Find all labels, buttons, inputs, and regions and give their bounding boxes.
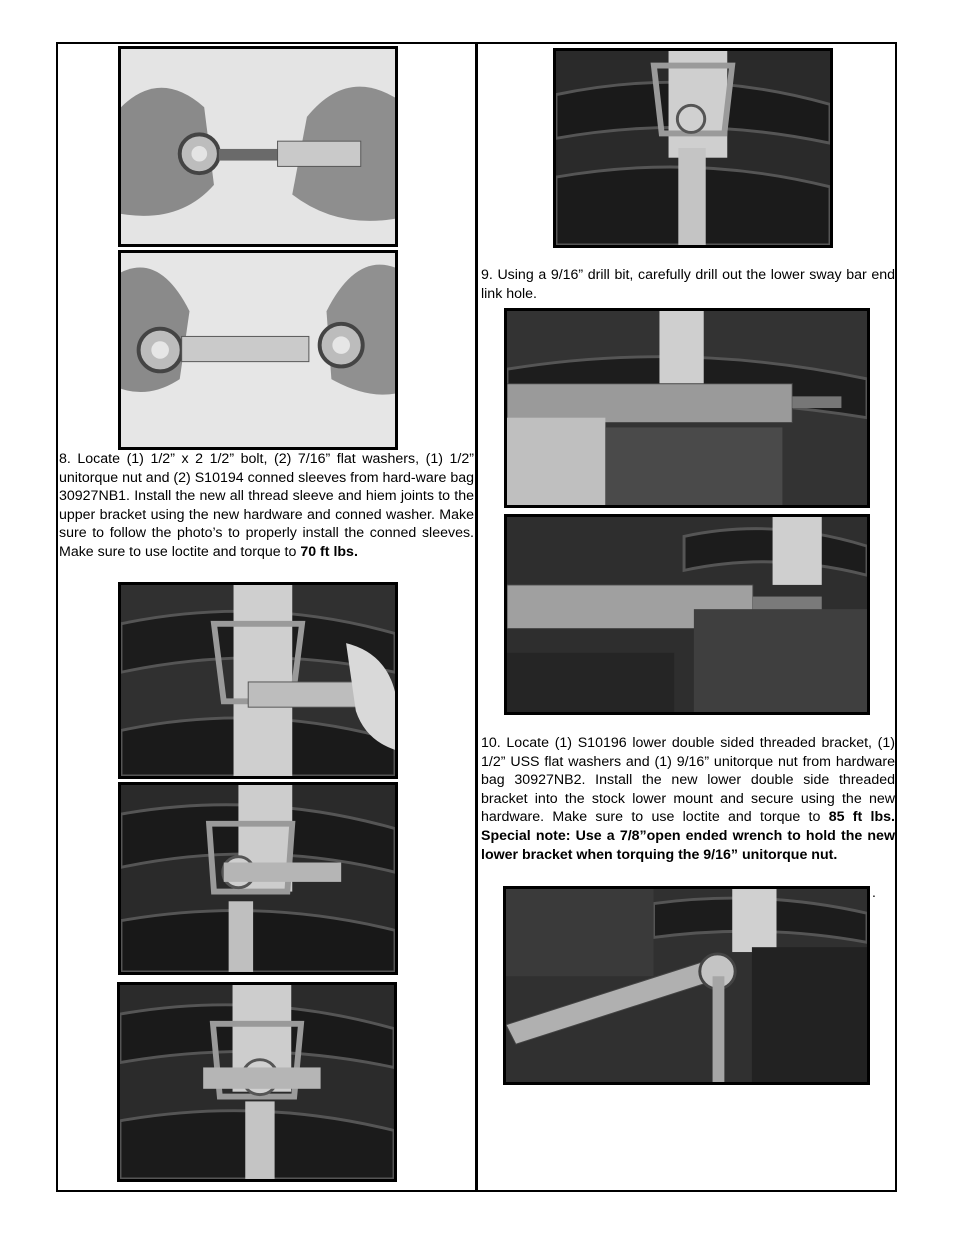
step-10-torque-note: 85 ft lbs. Special note: Use a 7/8”open ended wrench to hold the new lower bracket when torquing the 9/16” unitorque nut. [481, 809, 895, 863]
step-9-text: 9. Using a 9/16” drill bit, carefully drill out the lower sway bar end link hole. [481, 267, 895, 302]
photo-drilling-end-link-hole [504, 308, 870, 508]
column-divider [475, 42, 478, 1192]
photo-sleeve-with-heim-joints [118, 250, 398, 450]
photo-bolt-insertion [118, 582, 398, 779]
step-10-text: 10. Locate (1) S10196 lower double sided threaded bracket, (1) 1/2” USS flat washers and (1) 9/16” unitorque nut from hardware bag 30927NB2. Install the new lower double side threaded bracket into the stock lower mount and secure using the new hardware. Make sure to use loctite and torque to [481, 735, 895, 826]
stray-mark: . [872, 884, 876, 900]
photo-wrench-lower-bracket [503, 886, 870, 1085]
photo-heim-joint-assembly [118, 46, 398, 247]
step-8-instructions [59, 450, 474, 562]
photo-drilling-closeup [504, 514, 870, 715]
photo-sleeve-attached [117, 982, 397, 1182]
step-9-instructions [481, 266, 895, 303]
step-10-instructions [481, 734, 895, 864]
photo-bolt-installed [118, 782, 398, 975]
step-8-torque: 70 ft lbs. [300, 543, 358, 560]
photo-upper-mount-finished [553, 48, 833, 248]
step-8-text: 8. Locate (1) 1/2” x 2 1/2” bolt, (2) 7/16” flat washers, (1) 1/2” unitorque nut and (2) S10194 conned sleeves from hard-ware bag 30927NB1. Install the new all thread sleeve and hiem joints to the upper bracket using the new hardware and conned washer. Make sure to follow the photo’s to properly install the conned sleeves. Make sure to use loctite and torque to [59, 451, 474, 560]
